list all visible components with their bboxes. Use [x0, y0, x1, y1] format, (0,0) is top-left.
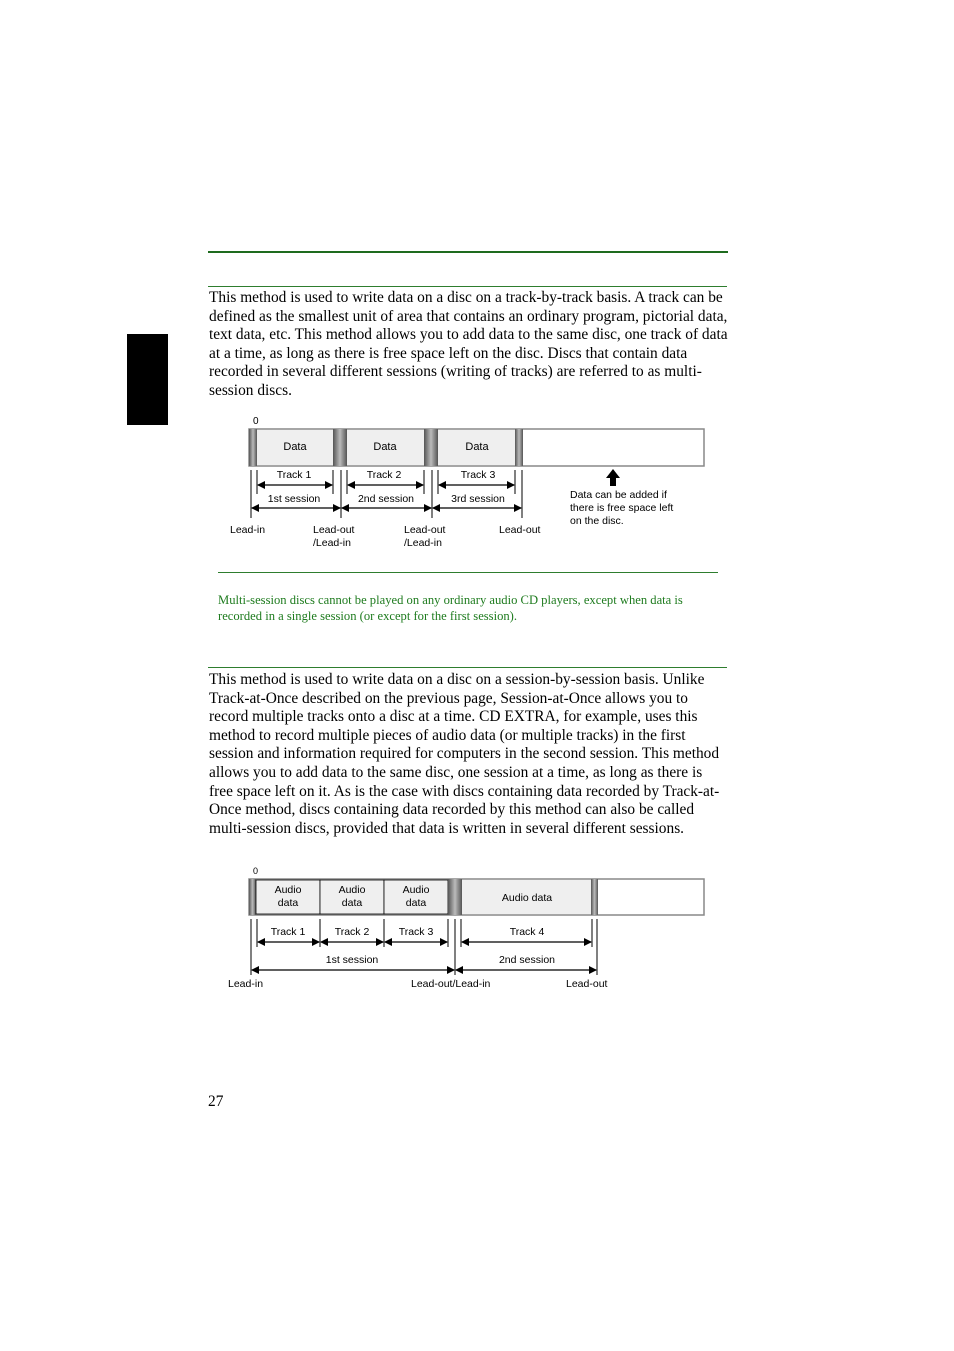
header-rule — [208, 251, 728, 253]
note-text: Multi-session discs cannot be played on any ordinary audio CD players, except when data is recorded in a single session (or except for the first session). — [218, 593, 683, 623]
data-label-1: Data — [283, 441, 307, 453]
audio-label-3a: Audio — [402, 884, 430, 896]
track-label-2-4: Track 4 — [509, 926, 545, 938]
lead-out-label-2: Lead-out — [404, 524, 446, 536]
track-label-3: Track 3 — [460, 469, 496, 481]
audio-label-4: Audio data — [501, 892, 553, 904]
gap-block-1 — [333, 429, 347, 466]
lead-in-label: Lead-in — [230, 524, 266, 536]
gap-block-2-1 — [448, 879, 462, 915]
note-rule — [218, 572, 718, 573]
track-label-2-1: Track 1 — [270, 926, 306, 938]
lead-in-label-d2: Lead-in — [228, 978, 264, 990]
up-arrow-icon — [606, 469, 620, 486]
session-label-1: 1st session — [267, 493, 321, 505]
track-label-2: Track 2 — [366, 469, 402, 481]
session-at-once-diagram — [220, 860, 720, 1000]
track-label-1: Track 1 — [276, 469, 312, 481]
audio-label-2a: Audio — [338, 884, 366, 896]
section1-rule — [208, 286, 727, 287]
audio-label-1a: Audio — [274, 884, 302, 896]
origin-label-2: 0 — [253, 866, 259, 876]
lead-out-label-3: Lead-out — [499, 524, 541, 536]
page-number: 27 — [208, 1093, 224, 1110]
lead-out-label-1: Lead-out — [313, 524, 355, 536]
session-label-2: 2nd session — [357, 493, 415, 505]
lead-in-label-2: /Lead-in — [404, 537, 442, 549]
audio-label-2b: data — [341, 897, 363, 909]
lead-in-label-1: /Lead-in — [313, 537, 351, 549]
lead-in-area — [249, 429, 257, 466]
free-note-line-1: Data can be added if — [570, 489, 667, 501]
gap-block-2 — [424, 429, 438, 466]
origin-label: 0 — [253, 416, 259, 427]
track-label-2-3: Track 3 — [398, 926, 434, 938]
free-note-line-3: on the disc. — [570, 515, 624, 527]
section2-paragraph: This method is used to write data on a disc on a session-by-session basis. Unlike Track-at-Once described on the previous page, Session-at-Once allows you to record multiple tracks onto a disc at a time. CD EXTRA, for example, uses this method to record multiple pieces of audio data (or multiple tracks) in the first session and information required for computers in the second session. This method allows you to add data to the same disc, one session at a time, as long as there is free space left on it. As is the case with discs containing data recorded by Track-at-Once method, discs containing data recorded by this method can also be called multi-session discs, provided that data is written in several different sessions. — [209, 671, 720, 837]
data-label-3: Data — [465, 441, 489, 453]
data-label-2: Data — [373, 441, 397, 453]
track-at-once-diagram — [220, 410, 720, 560]
lead-out-area — [515, 429, 523, 466]
lead-in-area-2 — [249, 879, 256, 915]
lead-out-lead-in-label-d2: Lead-out/Lead-in — [411, 978, 491, 990]
audio-label-1b: data — [277, 897, 299, 909]
session-label-2-1: 1st session — [325, 954, 379, 966]
free-note-line-2: there is free space left — [570, 502, 674, 514]
audio-label-3b: data — [405, 897, 427, 909]
chapter-tab — [127, 334, 168, 425]
session-label-3: 3rd session — [451, 493, 505, 505]
lead-out-area-2 — [591, 879, 598, 915]
lead-out-label-d2: Lead-out — [566, 978, 608, 990]
track-label-2-2: Track 2 — [334, 926, 370, 938]
section1-paragraph: This method is used to write data on a disc on a track-by-track basis. A track can be defined as the smallest unit of area that contains an ordinary program, pictorial data, text data, etc. This method allows you to add data to the same disc, one track of data at a time, as long as there is free space left on the disc. Discs that contain data recorded in several different sessions (writing of tracks) are referred to as multi-session discs. — [209, 289, 728, 399]
section2-rule — [208, 667, 727, 668]
session-label-2-2: 2nd session — [498, 954, 556, 966]
